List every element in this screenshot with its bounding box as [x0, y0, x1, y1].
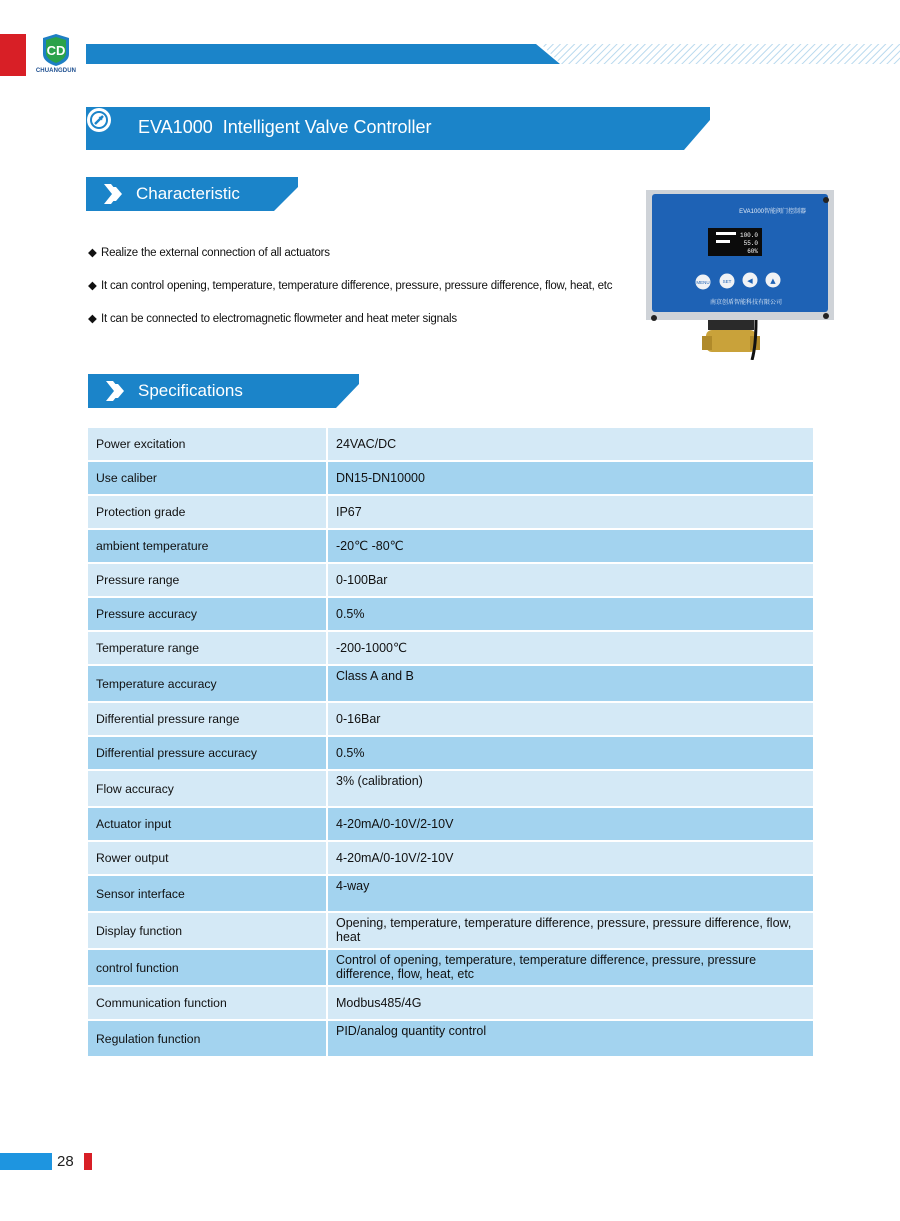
spec-value: 3% (calibration)	[327, 770, 813, 807]
list-item-text: Realize the external connection of all actuators	[101, 247, 330, 259]
table-row	[88, 529, 813, 563]
spec-key: Temperature accuracy	[88, 665, 327, 702]
product-title-banner	[86, 107, 710, 150]
list-item	[88, 311, 457, 325]
spec-key: Regulation function	[88, 1020, 327, 1057]
device-brass-fitting	[706, 330, 756, 352]
characteristic-heading: Characteristic	[136, 184, 240, 203]
spec-key: Power excitation	[88, 428, 327, 461]
spec-key: Differential pressure accuracy	[88, 736, 327, 770]
spec-key: ambient temperature	[88, 529, 327, 563]
spec-key: Flow accuracy	[88, 770, 327, 807]
spec-key: Pressure accuracy	[88, 597, 327, 631]
brand-logo-letters: CD	[46, 43, 66, 58]
device-maker: 南京创盾智能科技有限公司	[709, 299, 783, 306]
device-up-label: ▲	[770, 277, 776, 285]
table-row	[88, 807, 813, 841]
device-photo	[646, 186, 834, 360]
brand-logo-mark	[41, 34, 71, 66]
specifications-table	[88, 428, 813, 1058]
spec-key: Temperature range	[88, 631, 327, 665]
spec-key: Pressure range	[88, 563, 327, 597]
brand-name: CHUANGDUN	[35, 68, 77, 74]
spec-key: Sensor interface	[88, 875, 327, 912]
spec-key: Use caliber	[88, 461, 327, 495]
spec-value: DN15-DN10000	[327, 461, 813, 495]
spec-value: 4-20mA/0-10V/2-10V	[327, 807, 813, 841]
table-row	[88, 736, 813, 770]
characteristic-banner	[86, 177, 298, 211]
spec-value: 24VAC/DC	[327, 428, 813, 461]
spec-value: Class A and B	[327, 665, 813, 702]
list-item	[88, 278, 612, 292]
table-row	[88, 949, 813, 986]
device-display-line: 60%	[747, 248, 758, 255]
table-row	[88, 702, 813, 736]
spec-key: Differential pressure range	[88, 702, 327, 736]
device-label: EVA1000智能阀门控制器	[739, 209, 806, 215]
spec-value: 4-20mA/0-10V/2-10V	[327, 841, 813, 875]
diamond-bullet-icon: ◆	[88, 313, 97, 325]
spec-value: 0-16Bar	[327, 702, 813, 736]
device-display-line: 100.0	[739, 232, 758, 239]
list-item-text: It can control opening, temperature, temperature difference, pressure, pressure difference, flow, heat, etc	[101, 280, 613, 292]
spec-key: Display function	[88, 912, 327, 949]
spec-value: 4-way	[327, 875, 813, 912]
valve-gauge-icon	[86, 107, 112, 133]
spec-key: Actuator input	[88, 807, 327, 841]
table-row	[88, 665, 813, 702]
table-row	[88, 461, 813, 495]
table-row	[88, 631, 813, 665]
product-title: EVA1000 Intelligent Valve Controller	[138, 117, 432, 137]
device-display-line: 55.0	[743, 240, 758, 247]
double-chevron-icon	[106, 381, 128, 401]
table-row	[88, 495, 813, 529]
footer-blue-bar	[0, 1153, 52, 1170]
device-set-label: SET	[722, 279, 732, 284]
spec-value: Control of opening, temperature, temperature difference, pressure, pressure difference, flow, heat, etc	[327, 949, 813, 986]
spec-value: 0.5%	[327, 597, 813, 631]
list-item-text: It can be connected to electromagnetic flowmeter and heat meter signals	[101, 313, 457, 325]
table-row	[88, 841, 813, 875]
table-row	[88, 770, 813, 807]
table-row	[88, 1020, 813, 1057]
device-left-label: ◀	[747, 277, 753, 285]
footer-red-mark	[84, 1153, 92, 1170]
spec-value: -200-1000℃	[327, 631, 813, 665]
table-row	[88, 912, 813, 949]
spec-value: Opening, temperature, temperature difference, pressure, pressure difference, flow, heat	[327, 912, 813, 949]
table-row	[88, 986, 813, 1020]
diamond-bullet-icon: ◆	[88, 247, 97, 259]
specifications-heading: Specifications	[138, 381, 243, 400]
header-red-tab	[0, 34, 26, 76]
device-menu-label: MENU	[696, 280, 710, 285]
spec-key: control function	[88, 949, 327, 986]
spec-key: Protection grade	[88, 495, 327, 529]
table-row	[88, 563, 813, 597]
diamond-bullet-icon: ◆	[88, 280, 97, 292]
brand-logo	[34, 34, 78, 80]
spec-key: Rower output	[88, 841, 327, 875]
spec-value: PID/analog quantity control	[327, 1020, 813, 1057]
table-row	[88, 875, 813, 912]
spec-value: -20℃ -80℃	[327, 529, 813, 563]
list-item	[88, 245, 330, 259]
double-chevron-icon	[104, 184, 126, 204]
table-row	[88, 428, 813, 461]
header-band	[86, 44, 900, 64]
spec-value: 0-100Bar	[327, 563, 813, 597]
specifications-banner	[88, 374, 359, 408]
spec-value: IP67	[327, 495, 813, 529]
page-number: 28	[57, 1153, 74, 1170]
spec-value: 0.5%	[327, 736, 813, 770]
spec-key: Communication function	[88, 986, 327, 1020]
table-row	[88, 597, 813, 631]
spec-value: Modbus485/4G	[327, 986, 813, 1020]
